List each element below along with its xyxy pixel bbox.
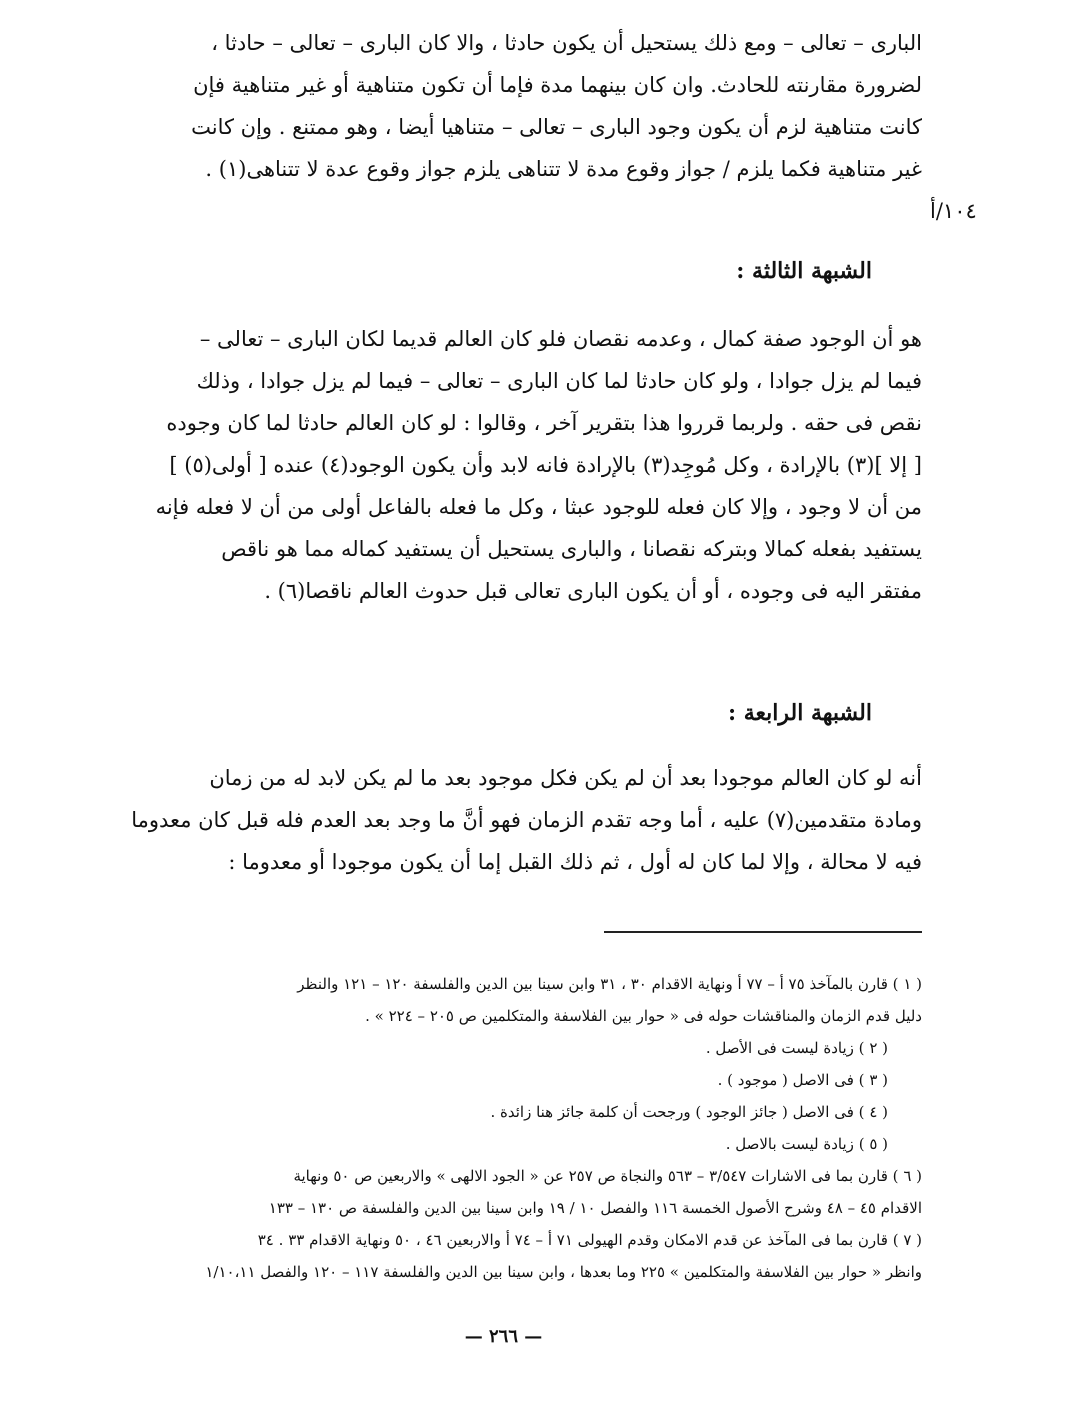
footnote-line: ( ٢ ) زيادة ليست فى الأصل . (705, 1039, 888, 1057)
page-number: — ٢٦٦ — (464, 1326, 543, 1347)
footnote-line: ( ٣ ) فى الاصل ( موجود ) . (717, 1071, 888, 1089)
text-line: فيما لم يزل جوادا ، ولو كان حادثا لما كان البارى – تعالى – فيما لم يزل جوادا ، وذلك (196, 369, 922, 393)
footnote-line: ( ١ ) قارن بالمآخذ ٧٥ أ – ٧٧ أ ونهاية الاقدام ٣٠ ، ٣١ وابن سينا بين الدين والفلسفة ١٢٠ – ١٢١ والنظر (297, 975, 922, 993)
text-line: ومادة متقدمين(٧) عليه ، أما وجه تقدم الزمان فهو أنَّ ما وجد بعد العدم فله قبل كان معدوما (131, 808, 922, 832)
footnote-separator (604, 931, 922, 933)
footnote-line: ( ٥ ) زيادة ليست بالاصل . (725, 1135, 888, 1153)
paragraph-3 (90, 757, 922, 883)
text-line: مفتقر اليه فى وجوده ، أو أن يكون البارى تعالى قبل حدوث العالم ناقصا(٦) . (264, 579, 922, 603)
text-line: لضرورة مقارنته للحادث. وان كان بينهما مدة فإما أن تكون متناهية أو غير متناهية فإن (193, 73, 922, 97)
footnote-line: دليل قدم الزمان والمناقشات حوله فى « حوار بين الفلاسفة والمتكلمين ص ٢٠٥ – ٢٢٤ » . (365, 1007, 922, 1025)
footnote-line: ( ٦ ) قارن بما فى الاشارات ٣/٥٤٧ – ٥٦٣ والنجاة ص ٢٥٧ عن « الجود الالهى » والاربعين ص ٥٠ ونهاية (293, 1167, 922, 1185)
text-line: [ إلا ](٣) بالإرادة ، وكل مُوجِد(٣) بالإرادة فانه لابد وأن يكون الوجود(٤) عنده [ أولى(٥) ] (169, 453, 922, 477)
text-line: البارى – تعالى – ومع ذلك يستحيل أن يكون حادثا ، والا كان البارى – تعالى – حادثا ، (211, 31, 922, 55)
text-line: فيه لا محالة ، وإلا لما كان له أول ، ثم ذلك القبل إما أن يكون موجودا أو معدوما : (228, 850, 922, 874)
footnote-line: وانظر « حوار بين الفلاسفة والمتكلمين » ٢٢٥ وما بعدها ، وابن سينا بين الدين والفلسفة ١١٧ – ١٢٠ والفصل ١/١٠،١١ (205, 1263, 922, 1281)
text-line: أنه لو كان العالم موجودا بعد أن لم يكن فكل موجود بعد ما لم يكن لابد له من زمان (209, 766, 922, 790)
margin-folio-reference: ١٠٤/أ (930, 199, 977, 223)
text-line: من أن لا وجود ، وإلا كان فعله للوجود عبثا ، وكل ما فعله بالفاعل أولى من أن لا فعله فإنه (155, 495, 922, 519)
text-line: هو أن الوجود صفة كمال ، وعدمه نقصان فلو كان العالم قديما لكان البارى – تعالى – (199, 327, 922, 351)
footnotes (90, 968, 922, 1288)
text-line: كانت متناهية لزم أن يكون وجود البارى – تعالى – متناهيا أيضا ، وهو ممتنع . وإن كانت (191, 115, 922, 139)
paragraph-2 (90, 318, 922, 612)
footnote-line: ( ٧ ) قارن بما فى المآخذ عن قدم الامكان وقدم الهيولى ٧١ أ – ٧٤ أ والاربعين ٤٦ ، ٥٠ ونهاية الاقدام ٣٣ . ٣٤ (257, 1231, 922, 1249)
section-heading-fourth: الشبهة الرابعة : (727, 700, 872, 726)
text-line: نقص فى حقه . ولربما قرروا هذا بتقرير آخر ، وقالوا : لو كان العالم حادثا لما كان وجوده (166, 411, 922, 435)
footnote-line: ( ٤ ) فى الاصل ( جائز الوجود ) ورجحت أن كلمة جائز هنا زائدة . (490, 1103, 888, 1121)
paragraph-1 (90, 22, 922, 190)
text-line: غير متناهية فكما يلزم / جواز وقوع مدة لا تتناهى يلزم جواز وقوع عدة لا تتناهى(١) . (205, 157, 922, 181)
text-line: يستفيد بفعله كمالا وبتركه نقصانا ، والبارى يستحيل أن يستفيد كماله مما هو ناقص (221, 537, 922, 561)
section-heading-third: الشبهة الثالثة : (736, 258, 872, 284)
footnote-line: الاقدام ٤٥ – ٤٨ وشرح الأصول الخمسة ١١٦ والفصل ١٠ / ١٩ وابن سينا بين الدين والفلسفة ص ١٣٠ – ١٣٣ (268, 1199, 922, 1217)
